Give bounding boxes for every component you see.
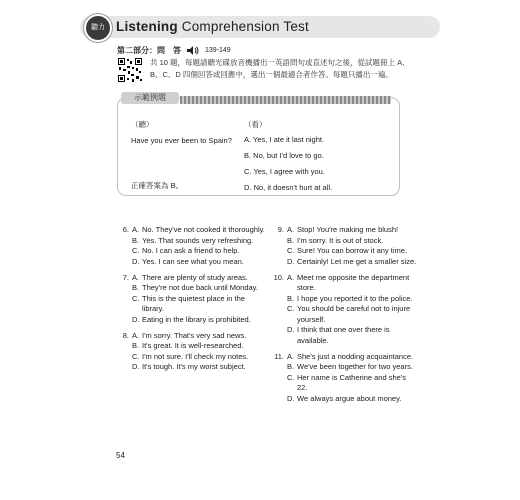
answer-option: B. We've been together for two years. xyxy=(287,362,413,371)
example-answer: 正確答案為 B。 xyxy=(131,181,184,190)
answer-option: D. We always argue about money. xyxy=(287,393,402,403)
question-number: 7. xyxy=(122,272,129,282)
answer-option: B. Yes. That sounds very refreshing. xyxy=(132,235,254,245)
qr-code xyxy=(117,57,143,83)
answer-option: B. It's great. It is well-researched. xyxy=(132,341,244,350)
answer-option: A. She's just a nodding acquaintance. xyxy=(287,351,414,361)
answer-option: C. This is the quietest place in the library. xyxy=(132,293,245,313)
answer-option: B. I'm sorry. It is out of stock. xyxy=(287,235,384,245)
question-item xyxy=(117,273,267,326)
answer-option: C. You should be careful not to injure yourself. xyxy=(287,304,411,324)
title-rest: Comprehension Test xyxy=(177,19,309,34)
answer-option: B. I hope you reported it to the police. xyxy=(287,293,413,303)
questions-right-column xyxy=(268,225,418,410)
question-number: 6. xyxy=(122,225,129,234)
example-option: D. No, it doesn't hurt at all. xyxy=(244,183,333,192)
title-bold: Listening xyxy=(116,19,178,34)
answer-option: C. No. I can ask a friend to help. xyxy=(132,246,240,255)
answer-option: D. It's tough. It's my worst subject. xyxy=(132,362,246,371)
answer-option: A. No. They've not cooked it thoroughly. xyxy=(132,225,265,234)
answer-option: D. Yes. I can see what you mean. xyxy=(132,256,244,266)
answer-option: D. Certainly! Let me get a smaller size. xyxy=(287,256,417,266)
question-number: 10. xyxy=(273,272,284,282)
question-number: 9. xyxy=(277,225,284,234)
listening-badge-icon: 聽力 xyxy=(84,14,112,42)
example-tab: 示範例題 xyxy=(121,92,179,104)
question-item xyxy=(268,225,418,267)
question-item xyxy=(117,331,267,373)
answer-option: C. Her name is Catherine and she's 22. xyxy=(287,372,406,392)
answer-option: D. Eating in the library is prohibited. xyxy=(132,314,251,324)
answer-option: C. Sure! You can borrow it any time. xyxy=(287,246,408,255)
listen-label: （聽） xyxy=(131,120,154,129)
track-number: 139-149 xyxy=(205,47,231,54)
page-title xyxy=(116,19,309,34)
page-number: 54 xyxy=(116,451,125,460)
question-item xyxy=(268,352,418,405)
answer-option: A. Meet me opposite the department store. xyxy=(287,272,410,292)
example-question: Have you ever been to Spain? xyxy=(131,136,232,145)
example-option: A. Yes, I ate it last night. xyxy=(244,135,325,144)
answer-option: A. There are plenty of study areas. xyxy=(132,272,248,282)
question-item xyxy=(117,225,267,267)
example-header-stripe xyxy=(180,96,391,104)
answer-option: D. I think that one over there is available. xyxy=(287,325,390,345)
example-option: B. No, but I'd love to go. xyxy=(244,151,324,160)
question-item xyxy=(268,273,418,347)
answer-option: A. Stop! You're making me blush! xyxy=(287,225,399,234)
instructions: 共 10 題，每題請聽光碟放音機播出一英語問句或直述句之後，從試題冊上 A、B、C、D 四個回答或回應中，選出一個最適合者作答。每題只播出一遍。 xyxy=(150,58,410,79)
question-number: 8. xyxy=(122,330,129,340)
questions-left-column xyxy=(117,225,267,378)
speaker-icon xyxy=(187,46,199,55)
answer-option: B. They're not due back until Monday. xyxy=(132,283,258,292)
part-label: 第二部分：問 答 xyxy=(117,46,181,55)
answer-option: A. I'm sorry. That's very sad news. xyxy=(132,330,247,340)
answer-option: C. I'm not sure. I'll check my notes. xyxy=(132,351,249,361)
example-option: C. Yes, I agree with you. xyxy=(244,167,325,176)
example-options xyxy=(244,132,332,196)
part-heading xyxy=(117,45,231,56)
question-number: 11. xyxy=(274,351,284,361)
read-label: （看） xyxy=(244,120,267,129)
